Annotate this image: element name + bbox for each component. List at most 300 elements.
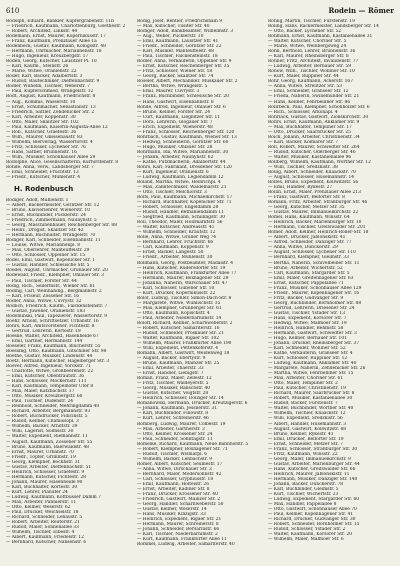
directory-entry: — Friedr., Arbeiter, Mühlenstr. 30 [137,255,213,261]
directory-entry: Rodolph, Eduard, Bankier, Kupfergrabenstr. 11b [6,19,114,24]
directory-entry: — Karl, Buchhalter, Körtestr. 30 [6,484,78,490]
directory-entry: Roloff, Richard, Kellner, Scharnweberstr. 2 [137,320,233,326]
directory-entry: Rohmann, Ernst, Kaufmann, Kastanienallee 31 [268,34,373,40]
directory-entry: — Max, Klempner, Grünberger Str. 61 [137,305,222,311]
directory-entry: — Karl, Schlosser, Gubener Str. 10 [137,285,215,291]
directory-entry: — Bruno, Kellner, Rykestr. 41 [268,431,334,437]
directory-entry: — Robert, Buchdrucker, Fidicinstr. 5 [6,414,88,420]
directory-entry: Romanowski, Hermann, Drucker, Kreutzigerstr. 6 [137,401,248,407]
directory-entry: Röhrs, Ernst, Kaufmann, Anklamer Str. 9 [268,119,360,125]
directory-entry: — Walter, Expedient, Riemannstr. 11 [6,434,88,440]
running-title: Rodein — Römer [328,6,394,15]
directory-entry: — Karl, Kaufm., Steinstr. 26 [6,64,69,70]
directory-entry: — Ludwig, Kaufmann, Kottbusser Damm 7 [6,494,101,500]
directory-entry: — Hermann, Gastwirt, Schwedter Str. 3 [268,330,357,336]
directory-entry: — Max, Buchhalter, Templiner Str. 17 [268,124,352,130]
directory-entry: — Rudolf, Schlosser, Ystader Str. 2 [268,527,346,533]
directory-entry: — Friedrich, Gastwirt, Mainzer Str. 2 [137,496,221,502]
directory-entry: Römer, Albert, Kutscher, Seumestr. 17 [137,461,223,467]
directory-entry: — Otto, Tischler, Melchiorstr. 3 [137,190,207,196]
directory-entry: — Bruno, Kellner, Forster Str. 24 [137,109,211,115]
directory-entry: — Franz, Musiker, Schönhauser Allee 129 [268,285,362,291]
directory-entry: — Johann, Maurer, Hasenheide 90 [6,479,83,485]
directory-entry: — Wilhelm, Maler, Malmöer Str. 6 [268,537,344,543]
directory-entry: — Paul, Tischler, Falckensteinstr. 18 [137,54,218,60]
directory-entry: — Gertrud, Lehrerin, Driesener Str. 24 [268,305,355,311]
directory-entry: — Franz, Buchbinder, Schlesische Str. 20 [137,94,229,100]
directory-entry: Rodolphe, Alice, Gesellschafterin, Kurfürstenstr. 8 [6,159,119,165]
directory-entry: — Reinhold, Schneider, Mehringdamm 40 [6,404,100,410]
directory-entry: Rodominski, Paul, Tapezierer, Wassertorstr. 9 [6,313,108,319]
directory-entry: Rodemann, Ernst, Maurer, Kopernikusstr. 17 [6,34,106,40]
directory-entry: — Kurt, Ingenieur, Oranienstr. 6 [137,169,209,175]
directory-entry: — Karl, Bäcker, Kolmarer Str. 7 [268,139,339,145]
directory-entry: Rödiger, Adolf, Bankbeamter, Wilhelmstr. 3 [137,29,234,35]
section-heading: H. Rodenbusch [14,185,74,193]
directory-entry: — Charlotte, Witwe, Großbeerenstr. 22 [6,369,94,375]
directory-entry: — Paul, Kupferschmied, Wrangelstr. 12 [6,89,94,95]
directory-entry: — Gustav, Kutscher, Voigtstr. 28 [137,391,209,397]
directory-entry: — Gustav, Kellner, Weserstr. 14 [137,507,207,513]
directory-entry: — Hugo, Musiker, Ohlauer Str. 28 [137,144,213,150]
directory-entry: — Hedwig, Witwe, Malmöer Str. 19 [268,320,347,326]
directory-entry: — Heinrich, Expedient, Rigaer Str. 21 [137,517,222,523]
directory-entry: — Frieda, Näherin, Swinemünder Str. 21 [268,94,360,100]
directory-entry: — Bruno, Arbeiter, Wichertstr. 52 [268,265,343,271]
directory-entry: — Willi, Tischler, Sredzkistr. 38 [268,164,338,170]
directory-entry: — Hans, Schlosser, Möckernstr. 111 [6,379,87,385]
directory-entry: — Anna, Witwe, Dunckerstr. 29 [268,245,338,251]
entry-columns [6,19,394,563]
directory-entry: — Karl, Friseur, Zossener Str. 16 [6,293,80,299]
directory-entry: Rodt, August, Kaufmann, Friedrichstr. 8 [6,94,96,100]
directory-entry: — Alfred, Schneider, Danziger Str. 77 [268,240,352,246]
directory-entry: — Heinrich, Maurer, Jablonskistr. 11 [268,471,350,477]
directory-entry: — Georg, Klempner, Böckhstr. 31 [6,459,81,465]
directory-entry: — Wilhelm, Bäcker, Lenbachstr. 9 [137,456,213,462]
directory-entry: — Robert, Architekt, Linkstr. 44 [6,29,78,35]
directory-entry: — Ludwig, Kaufmann, Legiendamm 12 [137,174,224,180]
directory-entry: — Hans, Expedient, Korsörer Str. 7 [268,315,347,321]
directory-entry: — Bruno, Kaufmann, Baerwaldstr. 48 [6,444,89,450]
directory-entry: Röseler, Albert, Mechaniker, Muskauer Str. 2 [137,79,238,85]
directory-entry: — Albert, Drucker, Jablonskistr. 41 [268,235,346,241]
directory-entry: Roden, Georg, Kutscher, Lausitzer Pl. 10 [6,59,97,65]
directory-entry: — Fritz, Schlosser, Wiener Str. 18 [137,69,213,75]
directory-entry: — Erich, Expedient, Wienerstr. 48 [137,124,213,130]
directory-entry: — Heinrich, Schlosser, Dolziger Str. 14 [137,396,224,402]
directory-entry: — Fritz, Tischler, Waldeyerstr. 5 [137,381,209,387]
directory-entry: — Margarete, Witwe, Wühlischstr. 35 [137,300,221,306]
directory-entry: — Otto, Kellner, Krossener Str. 24 [137,431,213,437]
directory-entry: — Karl, Maurer, Rheinsberger Str. 8 [268,54,349,60]
directory-entry: — Emil, Arbeiter, Thaerstr. 33 [137,366,204,372]
directory-entry: — Robert, Schneider, Bornholmer Str. 15 [268,522,360,528]
directory-entry: — Robert, Kutscher, Samariterstr. 16 [137,325,220,331]
directory-entry: — Albert, Händler, Husemannstr. 3 [268,421,347,427]
directory-entry: — Otto, Drucker, Saarbrücker Str. 25 [268,129,351,135]
directory-entry: Roeseler, Franz, Kaufmann, Blücherstr. 55 [6,343,101,349]
directory-entry: — Wilh., Maurer, Gneisenaustr. 83 [6,134,83,140]
directory-entry: Roick, Johann, Arbeiter, Christinenstr. 34 [268,134,360,140]
directory-entry: — Paul, Arbeiter, Niederbarnimstr. 14 [137,315,222,321]
directory-entry: — Willi, Expedient, Pettenkoferstr. 4 [137,346,219,352]
directory-entry: — Rudolf, Schneider, Proskauer Str. 21 [137,330,224,336]
directory-entry: — August, Schlosser, Lychener Str. 110 [268,250,356,256]
directory-entry: — Hans, Gastwirt, Eisenbahnstr. 8 [137,99,214,105]
directory-entry: — Heinrich, Kaufmann, Frankfurter Allee 77 [137,270,237,276]
directory-entry: — Wilhelm, Bäcker, Arndtstr. 39 [6,424,78,430]
directory-entry: — Hermann, Musiker, Danziger Str. 140 [268,476,358,482]
directory-entry: — Ernst, Schneider, Metzer Str. 7 [268,441,343,447]
directory-entry: — Dora, Lehrerin, Glogauer Str. 7 [137,119,213,125]
directory-entry: — Johann, Schneider, Bersarinstr. 66 [137,527,220,533]
directory-entry: — Aug., Kommis, Wasserstr. 10 [6,99,76,105]
directory-entry: — Curt, Kaufmann, Liegnitzer Str. 11 [137,114,221,120]
directory-entry: — Paul, Kellner, Kopenhagener Str. 41 [268,512,354,518]
directory-entry: — Otto, Musiker, Kreuzbergstr. 60 [6,394,83,400]
directory-entry: — Emil, Kaufmann, Lausitzer Str. 41 [137,39,219,45]
directory-entry: — Willi, Expedient, Sredzkistr. 56 [268,416,343,422]
directory-entry: — Albert, Bäckermeister, Görlitzer Str. 12 [6,203,100,209]
directory-entry: Rodig, Josef, Rentier, Friedrichshain 9 [137,19,223,24]
directory-entry: — Friedr., Schneider, Görlitzer Str. 22 [137,44,222,50]
directory-entry: — Kurt, Lehrer, Planufer 24 [6,489,68,495]
directory-entry: — Bernhard, Kutscher, Nansenstr. 6 [6,540,87,546]
directory-entry: — Gustav, Händler, Schlesische Str. 5 [6,263,90,269]
directory-entry: — Georg, Bäcker, Skalitzer Str. 74 [137,74,214,80]
directory-entry: — Bertha, Witwe, Wrangelstr. 5 [137,84,208,90]
directory-entry: — Otto, Schlosser, Oppelner Str. 15 [6,253,86,259]
directory-entry: — Fritz, Bäcker, Gudvanger Str. 9 [268,295,344,301]
directory-entry: — Franz, Schlosser, Straßburger Str. 30 [268,446,358,452]
directory-entry: — Paul, Drucker, Weichselstr. 18 [6,509,79,515]
directory-entry: — Ernst, Händler, Liebigstr. 7 [137,371,204,377]
directory-entry: Roehr, Arnold, Schriftsetzer, Urbanstr. 16 [6,318,99,324]
directory-entry: — August, Kaufmann, Zossener Str. 55 [6,439,93,445]
directory-entry: — Heinr., Drogist, Skalitzer Str. 42 [6,228,84,234]
directory-entry: — Hermann, Uhrmacher, Mariannenstr. 18 [6,49,102,55]
directory-entry: — Friedrich, Kaufmann, Charlottenburg, Goethestr. 2 [6,24,126,30]
directory-entry: — Max, Maler, Katzbachstr. 17 [6,389,75,395]
directory-entry: — Hans, Kutscher, Rüdersdorfer Str. 19 [137,265,226,271]
directory-entry: — Willi, Lagerist, Solmsstr. 30 [6,429,74,435]
directory-entry: — Bernhard, Lehrer, Fruchtstr. 66 [137,240,214,246]
directory-entry: — Wilhelm, Bierverlag, Wassertorstr. 4 [6,139,93,145]
directory-entry: — Paul, Kutscher, Christinenstr. 19 [268,386,346,392]
directory-entry: — Rich., Schlosser, Arkonapl. 4 [268,109,338,115]
directory-entry: — Richard, Arbeiter, Bergmannstr. 93 [6,409,91,415]
directory-entry: Rohner, Fritz, Architekt, Invalidenstr. 77 [268,59,359,65]
directory-entry: Rodig, Rich., Seilermstr., Wiener Str. 61 [6,283,96,289]
directory-entry: Roedel, August, Uhrmacher, Grünauer Str. 20 [6,268,108,274]
directory-entry: — Hans, Sattler, Brunnenstr. 16 [6,149,77,155]
directory-entry: Romeike, Richard, Kaufmann, Neue Bahnhofstr. 5 [137,441,249,447]
directory-entry: Rohrmann, Ida, Witwe, Mariannenstr. 30 [137,149,229,155]
directory-entry: — Gustav, Juwelier, Oranienstr. 183 [6,308,86,314]
directory-entry: — Rudolf, Kellner, Chamissopl. 3 [6,419,79,425]
directory-entry: — Ernst, Buchbinder, Pücklerstr. 24 [6,213,86,219]
directory-entry: — Franz, Gastwirt, Belforter Str. 8 [268,195,345,201]
directory-entry: — Bruno, Kaufmann, Mainzer Str. 25 [137,361,220,367]
directory-entry: — Heinrich, Bäcker, Marienburger Str. 10 [268,220,362,226]
directory-entry: — Otto, Bäcker, Lychener Str. 52 [268,29,342,35]
directory-entry: — Heinrich, Schlosser, Graefestr. 9 [6,469,85,475]
directory-entry: Rodewald, Friedr., Klempner, Ohlauer Str. 3 [6,273,104,279]
directory-entry: — Carl, Kaufmann, Koppenstr. 9 [137,245,209,251]
directory-entry: — Kurt, Kaufmann, Frankfurter Allee 11 [137,537,227,543]
directory-entry: — Johann, Kaufmann, Jessnerstr. 31 [137,406,218,412]
directory-entry: — Ernst, Arbeiter, Kadiner Str. 8 [137,486,210,492]
directory-entry: — Paul, Tischler, Forster Str. 44 [6,278,77,284]
directory-entry: — Kurt, Schlosser, Ruppiner Str. 12 [268,356,348,362]
directory-entry: — Kurt, Maler, Ruppiner Str. 44 [268,74,339,80]
directory-entry: — Rudolf, Händler, Bethaniendamm 11 [137,210,224,216]
directory-entry: Rodler, Wilhelm, Tischler, Weberstr. 7 [6,84,90,90]
directory-entry: — Richard, Buchhalter, Köpenicker Str. 71 [137,200,232,206]
directory-entry: — Fritz, Kaufmann, Winsstr. 22 [268,451,338,457]
directory-entry: — Gustav, Arbeiter, Marienburger Str. 44 [268,461,360,467]
directory-entry: — Max, Händler, Pappelallee 8 [268,502,337,507]
column-1 [6,19,132,563]
directory-entry: — Walter, Kaufmann, Rigaer Str. 102 [137,335,220,341]
directory-entry: Röllig, Albert, Schneider, Knaackstr. 70 [268,169,356,175]
directory-entry: Roethe, Gustav, Musiker, Lindenstr. 44 [6,353,93,359]
directory-entry: Rohrs, Karl, Fabrikant, Dresdener Str. 120 [137,164,232,170]
directory-entry: Roetz, Hermann, Kutscher, Hagelberger Str. 3 [6,359,110,364]
directory-entry: — Ludwig, Expedient, Stargarder Str. 60 [268,496,360,502]
directory-entry: — Emil, Maler, Greifenhagener Str. 63 [268,275,354,281]
directory-entry: — Hugo, Ingenieur, Kreuzbergstr. 17 [6,54,89,60]
directory-entry: — Karl, Kaufmann, Tempelhofer Ufer 8 [6,384,94,390]
directory-entry: — Siegfried, Kaufmann, Schillingstr. 30 [137,215,226,221]
directory-entry: Rodler, Anna, Witwe, Cuvrystr. 32 [6,298,82,304]
directory-entry: — Wilhelm, Maurer, Frankfurter Allee 190 [137,341,232,346]
directory-entry: Rohrs, Karl, Amtsvorsteher, Fichtestr. 8 [6,323,95,329]
directory-entry: — Max, Arbeiter, Choriner Str. 61 [268,376,344,382]
directory-entry: — Hugo, Kellner, Bernauer Str. 101 [268,335,347,341]
directory-entry: Roland, Martha, Witwe, Heinrichpl. 4 [137,180,221,185]
directory-entry: Rohde, Anna, Verw., Landsberger Str. 7 [6,164,94,170]
directory-entry: — Max, Kutscher, Tilsiter Str. 40 [137,24,210,30]
directory-entry: — Friedrich, Sattler, Zehdenicker Str. 2 [6,109,95,115]
directory-entry: — Otto, Gastwirt, Schönhauser Allee 70 [268,507,357,513]
directory-entry: — Emil, Schneider, Fruchtstr. 13 [6,169,79,175]
directory-entry: Rohde, Alfred, Ingenieur, Ohlauer Str. 6 [137,104,226,110]
directory-entry: — Georg, Kutscher, Metzer Str. 35 [268,205,345,211]
directory-entry: — Heinrich, Händler, Behmstr. 58 [268,325,344,331]
directory-entry: Roessing, Otto, Kaufmann, Gitschiner Str. 98 [6,348,107,354]
directory-entry: — Rudolf, Bäcker, Fürstenstr. 7 [268,401,338,407]
directory-entry: — Anna, Witwe, Strelitzer Str. 53 [268,84,342,90]
directory-entry: — Hedwig, Schneiderin, Görlitzer Str. 60 [137,139,229,145]
directory-entry: — Walter, Kaufmann, Korsörer Str. 20 [268,532,353,538]
directory-entry: — Ernst, Schuhmacher, Sebastianstr. 13 [6,104,96,110]
directory-entry: — Hans, Kutscher, Greifswalder Str. 66 [268,466,356,472]
directory-entry: Römel, Hans, Kaufmann, Winsstr. 64 [268,215,350,221]
directory-entry: — Max, Oberlehrer, Manteuffelstr. 29 [6,248,90,254]
directory-entry: — Rudolf, Kutscher, Oderberger Str. 46 [268,149,356,155]
directory-entry: Rödiger, Karl, Schneider, Eisenbahnstr. 11 [6,238,101,244]
directory-entry: — Hermann, Tischler, Greifswalder Str. 201 [268,225,366,231]
directory-entry: Roeske, Walter, Architekt, Hasenheide 67 [6,333,99,339]
directory-entry: — Bertha, Näherin, Schivelbeiner Str. 11 [268,260,360,266]
directory-entry: — Robert, Schlosser, Engeldamm 28 [137,205,219,211]
directory-entry: Rödiger, Adolf, Mühlenstr. 1 [6,198,69,203]
directory-entry: — Max, Arbeiter, Pannierstr. 11 [6,499,77,505]
directory-entry: Rohrlack, Gustav, Gastwirt, Zionskirchstr. 30 [268,114,369,120]
directory-entry: — Georg, Maschinenbauer, Reichenberger Str. 88 [6,223,118,229]
directory-entry: Rohr, Georg, Kaufmann, Ackerstr. 167 [268,79,354,85]
directory-entry: — Walter, Kutscher, Andreasstr. 41 [137,225,215,231]
directory-entry: — Ludwig, Arbeiter, Bernauer Str. 59 [268,64,352,70]
directory-entry: — Max, Arbeiter, Gärtnerstr. 3 [137,426,205,432]
directory-entry: — Karl, Buchbinder, Finowstr. 8 [137,411,209,417]
directory-entry: — Gustav, Tischler, Ystader Str. 13 [268,310,345,316]
directory-entry: — Wilhelm, Schneider, Krautstr. 12 [137,230,216,236]
directory-entry: — Marie, Witwe, Oranienstr. 22 [6,69,77,75]
directory-entry: — Emil, Drucker, Belforter Str. 19 [268,436,344,442]
directory-entry [6,180,132,183]
directory-entry: — Robert, Musiker, Kastanienallee 30 [268,396,353,402]
directory-entry: — Carl, Kaufmann, Stargarder Str. 5 [268,270,350,276]
directory-entry: — Bernhard, Klempner, Gleimstr. 33 [268,255,349,261]
directory-entry: Rödel, Emil, Gastwirt, Köpenicker Str. 1 [6,258,96,264]
page-header [6,6,394,16]
directory-entry: — Rob., Kutscher, Graefestr. 36 [6,129,77,135]
directory-entry: — Kurt, Lehrer, Schreinerstr. 46 [137,416,209,422]
directory-entry: Roll, Theodor, Maler, Holzmarktstr. 56 [137,220,223,226]
directory-entry: Rohrbeck, Paul, Klempner, Schönholzer Str. 6 [268,104,370,110]
directory-entry: Rolfs, Paul, Kaufmann, Michaelkirchstr. 17 [137,195,233,201]
directory-entry: Rohow, Wilh., Tischler, Wolliner Str. 10 [268,69,355,75]
directory-entry: — Richard, Schneider, Lenaustr. 5 [6,514,83,520]
directory-entry: Rommel, Ludwig, Arbeiter, Samariterstr. 40 [137,542,235,548]
directory-entry: — Carl, Schlosser, Gryphiusstr. 18 [137,476,214,482]
directory-entry: Rödler, Anna, Verkäuferin, Oppelner Str. 9 [137,59,232,65]
directory-entry: — Max, Zahntechniker, Waldemarstr. 21 [137,185,227,191]
directory-entry: — August, Bäcker, Ebertystr. 9 [137,356,206,362]
directory-entry: — Käthe, Putzmacherin, Adalbertstr. 44 [137,159,226,165]
directory-entry: — Franz, Schlosser, Reichenberger Str. 120 [137,129,235,135]
directory-entry: Romahn, Albert, Gastwirt, Weidenweg 18 [137,351,230,357]
directory-entry: Rollin, Ernst, Maler, Prenzlauer Allee 213 [268,190,361,196]
directory-entry: — Otto, Maler, Templiner Str. 2 [268,381,338,387]
directory-entry: — Kurt, Drucker, Kopernikusstr. 22 [137,290,216,296]
directory-entry: Römer, Adolf, Kellner, Heinrich-Roller-Str. 18 [268,230,369,236]
directory-entry: — Gustav, Maurer, Immanuelkirchstr. 22 [268,210,359,216]
directory-entry: Rohn, Berthold, Lehrer, Brunnenstr. 36 [268,49,356,55]
directory-entry: — Robert, Klempner, Boxhagener Str. 71 [137,446,228,452]
directory-entry: — Karl, Schneider, Wolliner Str. 52 [268,346,346,352]
directory-entry: — Karl, Musiker, Manteuffelstr. 48 [137,49,214,55]
directory-entry: — Rudolf, Bautechniker, Dieffenbachstr. 9 [6,79,100,85]
directory-entry: — Karl, Tischler, Niederbarnimstr. 2 [137,532,218,538]
directory-entry: — Hermann, Maurer, Boxhagener Str. 29 [137,275,229,281]
directory-entry: Rollberg, Wilhelm, Kaufmann, Wörther Str. 12 [268,159,371,165]
directory-entry: — Fritz, Schlosser, Lychener Str. 76 [6,144,86,150]
directory-entry: — Wilh., Musiker, Schönhauser Allee 59 [6,154,96,160]
directory-entry: Rodenbeck, Gustav, Kaufmann, Königsstr. 48 [6,44,106,50]
directory-entry: — Aug., Weber, Pücklerstr. 10 [137,34,204,40]
directory-entry: — Wilhelm, Tischler, Knaackstr. 12 [268,411,346,417]
directory-entry: — Hermann, Maurer, Schreinerstr. 8 [137,522,219,528]
directory-entry: — Friedr., Maurer, Kopenhagener Str. 16 [268,290,360,296]
column-3 [268,19,394,563]
directory-entry: — Walter, Buchbinder, Wörther Str. 40 [268,406,354,412]
directory-entry: Rolle, Anna, Witwe, Grüner Weg 74 [137,235,217,241]
directory-entry: — Paul, Schneider, Sonntagstr. 11 [137,436,213,442]
directory-entry: — Johann, Bäcker, Dunckerstr. 78 [268,481,344,487]
page-number: 610 [6,7,20,15]
directory-entry: — Gertrud, Lehrerin, Körtestr. 19 [6,328,81,334]
directory-entry: — Anna, Witwe, Dirschauer Str. 3 [137,466,212,472]
directory-entry: — Ernst, Bäcker, Langestr. 50 [137,250,204,256]
directory-entry: — Rudolf, Tischler, Wismarpl. 6 [137,451,208,457]
directory-entry: — Hans, Musiker, Kinzigstr. 33 [137,512,206,518]
directory-entry: — Georg, Maler, Immanuelkirchstr. 9 [268,456,351,462]
directory-entry: — Ernst, Kutscher, Pappelallee 71 [268,280,344,286]
directory-entry: Rollmann, Georg, Postbeamter, Madaistr. 4 [137,260,233,266]
directory-entry: Romberg, Ludwig, Maurer, Colbestr. 19 [137,421,226,427]
directory-entry: — Georg, Musiker, Bänschstr. 40 [137,386,211,392]
directory-entry: Röling, Hans, Bäckermeister, Landsberger Str. 14 [268,24,379,30]
directory-entry: — Friedr., Töpfer, Grimmstr. 19 [6,454,76,460]
directory-entry: — Friedrich, Zimmermann, Naunynstr. 5 [6,218,97,224]
directory-entry: — Emil, Kaufmann, Holteistr. 26 [137,481,209,487]
directory-entry: — Marie, Witwe, Weinbergsweg 24 [268,44,347,50]
directory-entry: Rodlich, Friedrich, Kaufm., Falckensteinstr. 7 [6,303,108,309]
directory-entry: — Franz, Drucker, Krossener Str. 40 [137,491,218,497]
directory-entry: — Johann, Arbeiter, Naunynstr. 62 [137,154,214,160]
directory-entry: — Hermann, Kutscher, Fichtestr. 28 [6,474,86,480]
directory-entry: — Richard, Maurer, Saarbrücker Str. 8 [268,391,355,397]
directory-entry: Roder, Karl, Bäcker, Adalbertstr. 3 [6,74,83,80]
directory-entry: — Ernst, Kutscher, Reichenberger Str. 35 [137,64,230,70]
directory-entry: Rolof, Ludwig, Tischler, Simon-Dach-Str. 8 [137,295,232,301]
directory-entry: — Albert, Kaufmann, Friedelstr. 12 [6,535,84,541]
directory-entry: Romann, Fritz, Arbeiter, Straßburger Str. 46 [268,200,368,206]
directory-entry: Rolfes, Bruno, Expedient, Kollwitzstr. 56 [268,180,359,185]
directory-entry: — Friedr., Kutscher, Mühlenstr. 4 [6,174,81,180]
directory-entry: — Emil, Maurer, Cuvrystr. 3 [137,89,200,95]
directory-entry: — Paul, Tischler, Dudenstr. 24 [6,399,74,405]
directory-entry: — Emil, Schneider, Granseer Str. 12 [268,89,349,95]
directory-entry: — August, Gastwirt, Kollwitzstr. 88 [268,426,347,432]
directory-entry: Roever, Alfred, Ingenieur, Yorckstr. 71 [6,364,91,370]
directory-entry: — Walter, Musiker, Kastanienallee 96 [268,154,352,160]
directory-entry: — Bruno, Klavierlehrer, Wienerstr. 10 [6,208,90,214]
directory-entry: Roman, Franz, Maler, Zellestr. 12 [137,376,212,382]
directory-entry: — Ludwig, Kaufmann, Anklamer Str. 40 [268,361,357,367]
directory-entry: — Martha, Witwe, Fehrbelliner Str. 15 [268,371,354,377]
directory-entry: — Käthe, Verkäuferin, Granseer Str. 4 [268,351,353,357]
directory-entry: — Franz, Kaufmann, Prenzlauer Allee 1a [6,39,97,45]
directory-entry: — Richard, Drucker, Gudvanger Str. 30 [268,517,356,523]
directory-entry: — Karl, Buchbinder, Gleimstr. 5 [268,486,339,492]
directory-entry: — Rudolf, Maler, Sonnenallee 33 [6,525,79,531]
directory-entry: Röding, Carl, Weinhandlg., Bergmannstr. 2 [6,288,102,294]
directory-entry: — Georg, Buchbinder, Bornholmer Str. 88 [268,300,362,306]
directory-entry: — Otto, Maler, Skalitzer Str. 102 [6,119,79,125]
directory-entry: — Emil, Kutscher, Obentrautstr. 36 [6,374,84,380]
directory-entry: — Emil, Händler, Rykestr. 27 [268,185,333,191]
directory-entry: — Hans, Kellner, Fehrbelliner Str. 86 [268,99,351,105]
directory-entry: — Karl, Arbeiter, Koppenstr. 30 [6,114,76,120]
directory-entry: — Hermann, Buchhalter, Wrangelstr. 70 [6,233,96,239]
directory-entry: — Wilhelm, Tischler, Elbestr. 4 [6,530,75,536]
directory-entry: — Ernst, Maurer, Urbanstr. 70 [6,449,74,455]
